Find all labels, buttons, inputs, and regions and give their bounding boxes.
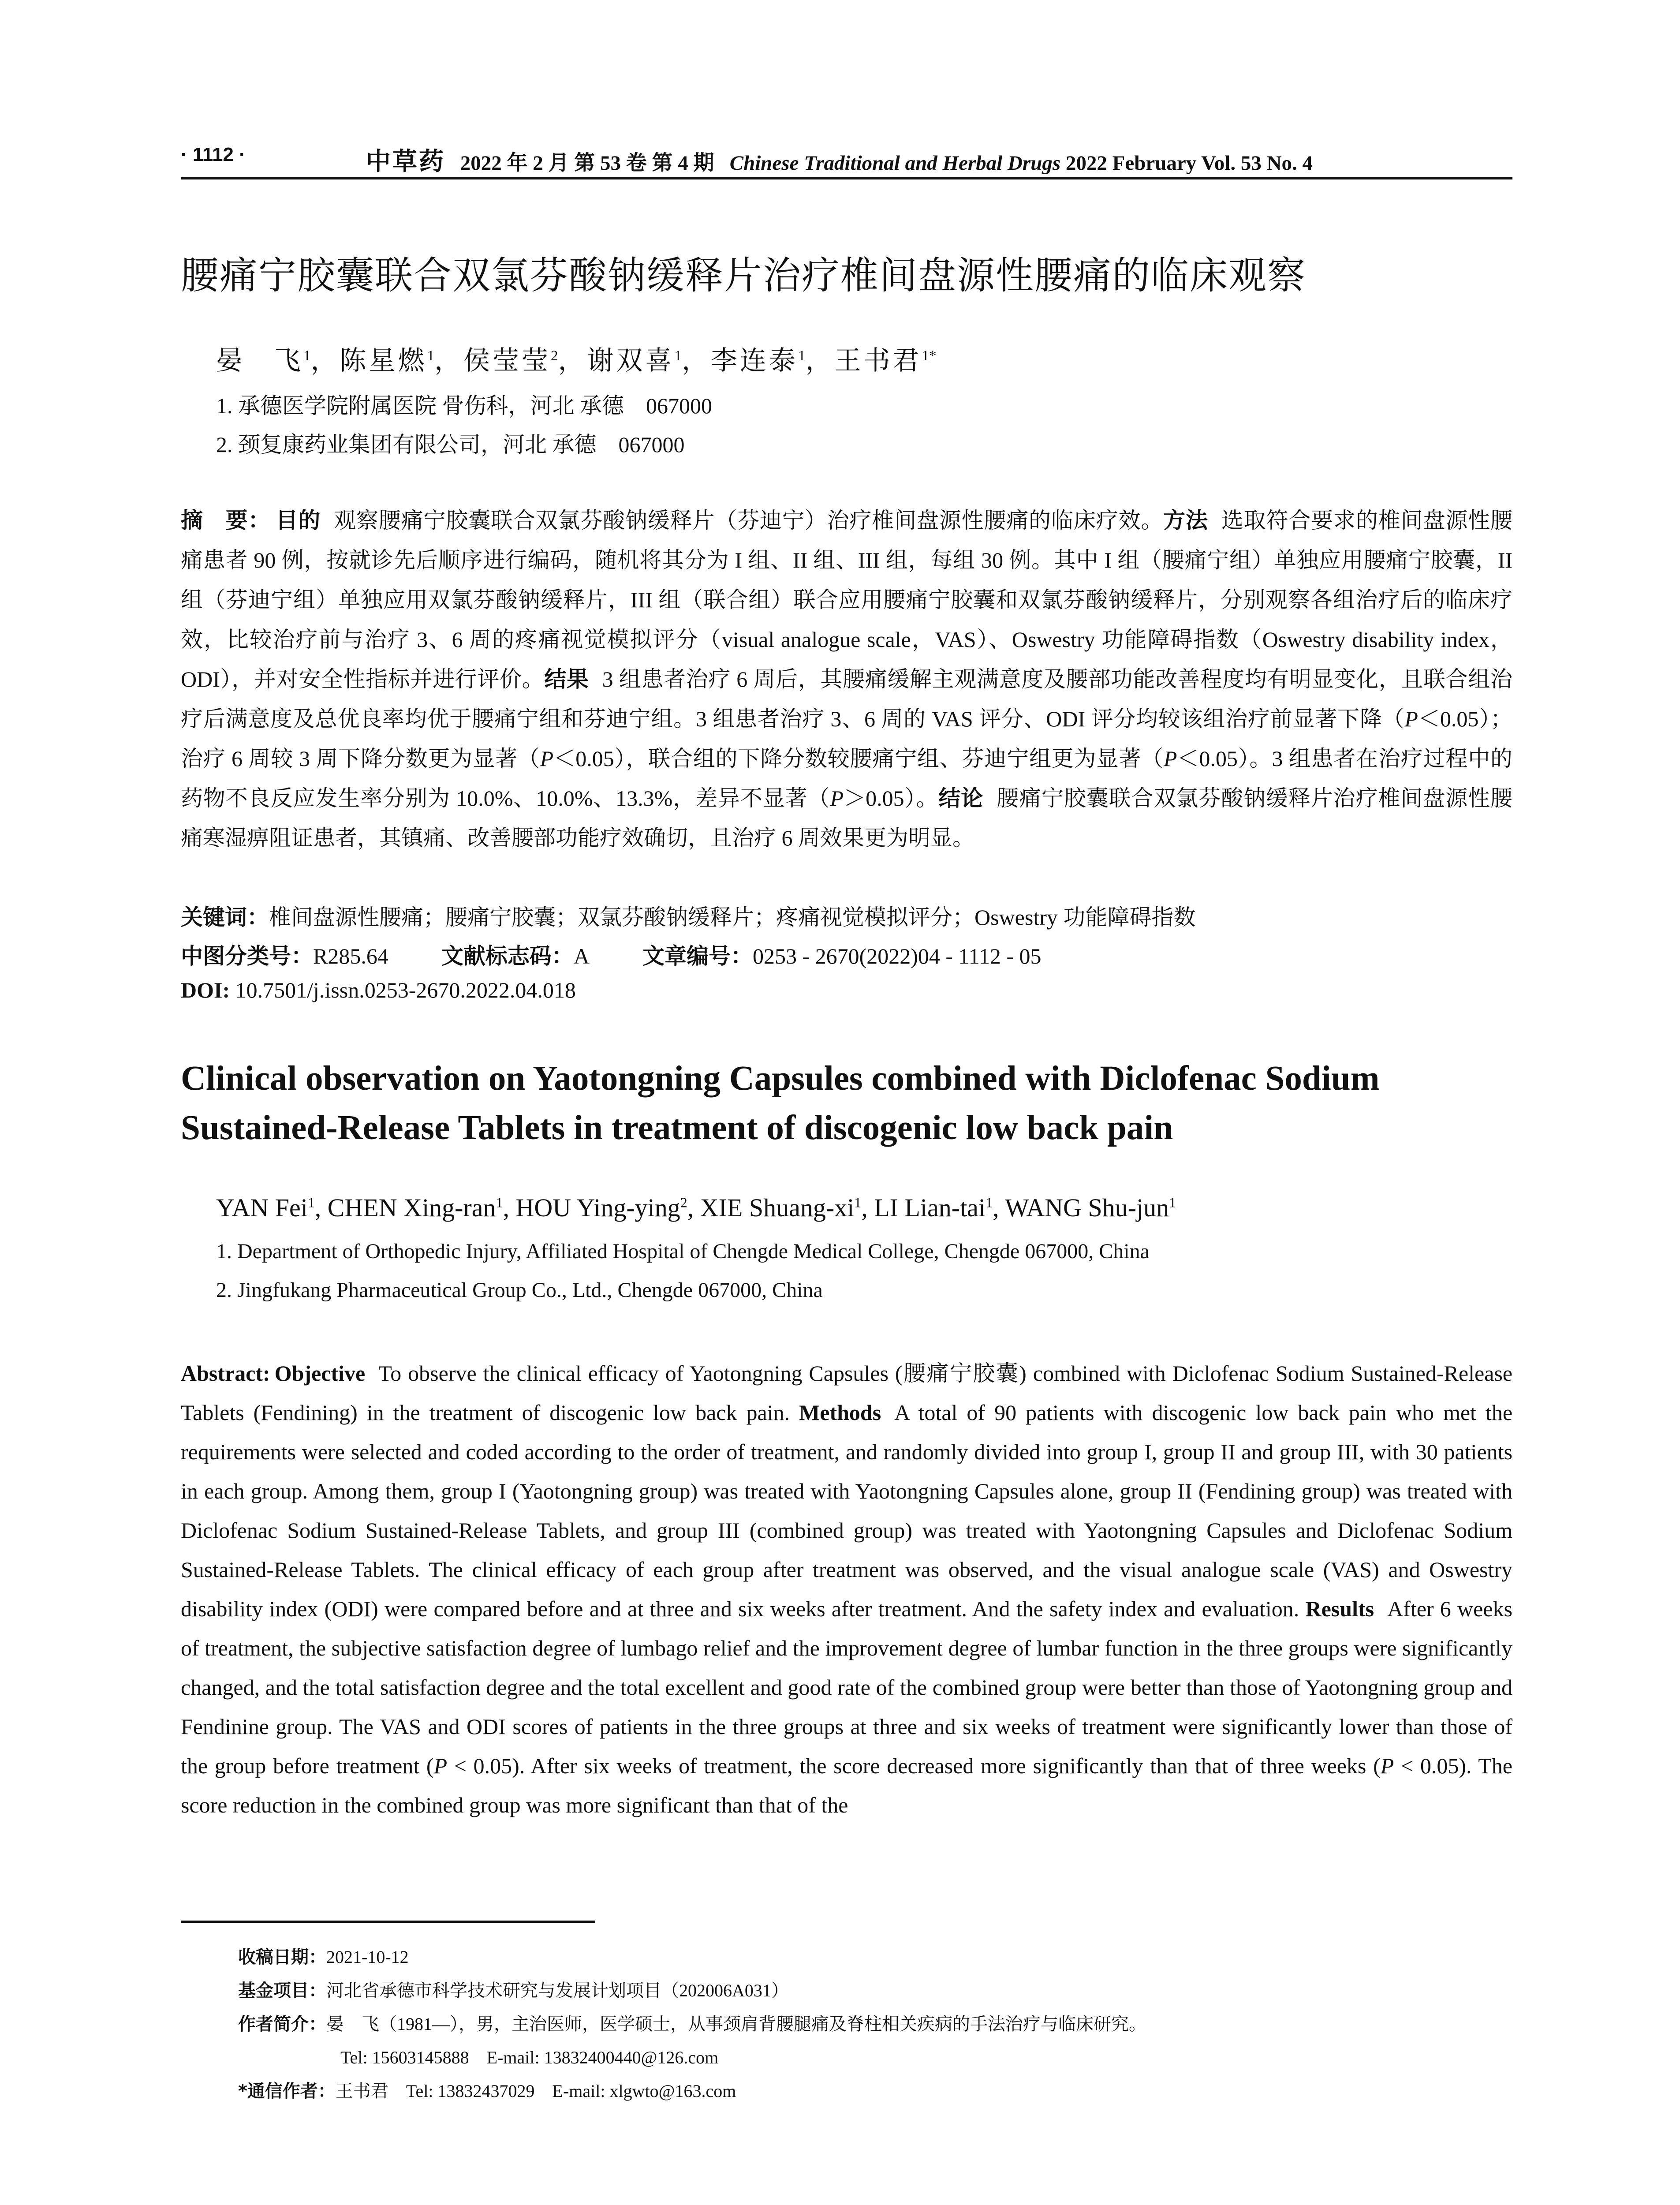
journal-name-en: Chinese Traditional and Herbal Drugs (729, 152, 1061, 175)
doi-line (181, 977, 576, 1003)
author-bio-line (238, 2007, 1146, 2041)
received-date-line (238, 1940, 1146, 1974)
doc-code: A (573, 944, 590, 968)
conclusion-label-cn: 结论 (938, 785, 984, 811)
results-text-cn: ＜0.05），联合组的下降分数较腰痛宁组、芬迪宁组更为显著（ (553, 746, 1164, 771)
keywords-label: 关键词： (181, 904, 269, 930)
objective-label-en: Objective (274, 1361, 366, 1386)
author-cn: 谢双喜$^1$， (587, 346, 711, 375)
p-symbol: P (1163, 746, 1177, 771)
abstract-label-en: Abstract: (181, 1361, 270, 1386)
corresponding-author-line (238, 2074, 1146, 2108)
author-en: YAN Fei$^1$, (216, 1193, 328, 1222)
footnote-divider (181, 1921, 595, 1923)
authors-en (216, 1193, 1176, 1222)
results-text-cn: 3 组患者治疗 6 周后，其腰痛缓解主观满意度及腰部功能改善程度均有明显变化，且联合组治疗后满意度及总优良率均优于腰痛宁组和芬迪宁组。3 组患者治疗 3、6 周的 VAS 评分、ODI 评分均较该组治疗前显著下降（ (181, 667, 1512, 731)
results-label-en: Results (1305, 1596, 1374, 1621)
conclusion-text-cn: 腰痛宁胶囊联合双氯芬酸钠缓释片治疗椎间盘源性腰痛寒湿痹阻证患者，其镇痛、改善腰部功能疗效确切，且治疗 6 周效果更为明显。 (181, 786, 1513, 850)
article-number-label: 文章编号： (642, 943, 753, 969)
p-symbol: P (1380, 1753, 1394, 1778)
results-text-en: After 6 weeks of treatment, the subjective satisfaction degree of lumbago relief and the improvement degree of lumbar function in the three groups were significantly changed, and the total satisfaction degree and the total excellent and good rate of the combined group were better than those of Yaotongning group and Fendinine group. The VAS and ODI scores of patients in the three groups at three and six weeks of treatment were significantly lower than those of the group before treatment ( (181, 1596, 1512, 1778)
doi: 10.7501/j.issn.0253-2670.2022.04.018 (235, 978, 576, 1002)
abstract-label-cn: 摘 要： (181, 508, 271, 533)
author-bio-label: 作者简介： (238, 2014, 326, 2034)
results-text-cn: ＜0.05）；治疗 6 周较 3 周下降分数更为显著（ (181, 706, 1512, 771)
corresponding-author: 王书君 Tel: 13832437029 E-mail: xlgwto@163.com (335, 2081, 736, 2101)
author-bio: 晏 飞（1981—），男，主治医师，医学硕士，从事颈肩背腰腿痛及脊柱相关疾病的手法治疗与临床研究。 (326, 2014, 1146, 2034)
issue-cn: 2022 年 2 月 第 53 卷 第 4 期 (460, 152, 714, 175)
results-text-cn: ＞0.05）。 (844, 786, 939, 811)
title-cn: 腰痛宁胶囊联合双氯芬酸钠缓释片治疗椎间盘源性腰痛的临床观察 (181, 254, 1306, 298)
clc-label: 中图分类号： (181, 943, 313, 969)
p-symbol: P (1404, 706, 1418, 731)
results-text-en: < 0.05). The score reduction in the combined group was more significant than that of the (181, 1753, 1512, 1817)
abstract-en (181, 1354, 1512, 1825)
objective-text-cn: 观察腰痛宁胶囊联合双氯芬酸钠缓释片（芬迪宁）治疗椎间盘源性腰痛的临床疗效。 (334, 508, 1164, 533)
author-en: HOU Ying-ying$^2$, (515, 1193, 700, 1222)
author-cn: 晏 飞$^1$， (216, 346, 340, 375)
doi-label: DOI: (181, 978, 230, 1002)
author-contact-line: Tel: 15603145888 E-mail: 13832400440@126.com (340, 2048, 719, 2067)
author-en: WANG Shu-jun$^1$ (1004, 1193, 1176, 1222)
author-en: LI Lian-tai$^1$, (874, 1193, 1005, 1222)
abstract-cn (181, 501, 1512, 858)
journal-line (366, 142, 1313, 177)
footnotes (238, 1940, 1146, 2108)
methods-text-en: A total of 90 patients with discogenic low back pain who met the requirements were selected and coded according to the order of treatment, and randomly divided into group I, group II and group III, with 30 patients in each group. Among them, group I (Yaotongning group) was treated with Yaotongning Capsules alone, group II (Fendining group) was treated with Diclofenac Sodium Sustained-Release Tablets, and group III (combined group) was treated with Yaotongning Capsules and Diclofenac Sodium Sustained-Release Tablets. The clinical efficacy of each group after treatment was observed, and the visual analogue scale (VAS) and Oswestry disability index (ODI) were compared before and at three and six weeks after treatment. And the safety index and evaluation. (181, 1400, 1513, 1621)
classification-line (181, 938, 1042, 970)
author-cn: 侯莹莹$^2$， (463, 346, 587, 375)
corresponding-label: *通信作者： (238, 2081, 336, 2101)
fund-line (238, 1974, 1146, 2007)
fund-label: 基金项目： (238, 1981, 326, 2001)
keywords: 椎间盘源性腰痛；腰痛宁胶囊；双氯芬酸钠缓释片；疼痛视觉模拟评分；Oswestry 功能障碍指数 (269, 905, 1196, 930)
received-date: 2021-10-12 (326, 1947, 409, 1967)
affiliation-en-1: 1. Department of Orthopedic Injury, Affiliated Hospital of Chengde Medical College, Chengde 067000, China (216, 1240, 1150, 1263)
objective-label-cn: 目的 (276, 508, 321, 533)
authors-cn (216, 340, 937, 377)
doc-code-label: 文献标志码： (441, 943, 574, 969)
results-text-cn: ＜0.05）。3 组患者在治疗过程中的药物不良反应发生率分别为 10.0%、10.0%、13.3%，差异不显著（ (181, 746, 1513, 811)
journal-name-cn: 中草药 (366, 148, 445, 176)
title-en: Clinical observation on Yaotongning Capsules combined with Diclofenac Sodium Sustained-Release Tablets in treatment of discogenic low back pain (181, 1059, 1380, 1147)
affiliation-cn-2: 2. 颈复康药业集团有限公司，河北 承德 067000 (216, 432, 685, 457)
p-symbol: P (830, 786, 844, 811)
clc-number: R285.64 (313, 944, 388, 968)
methods-label-en: Methods (799, 1400, 881, 1425)
results-text-en: < 0.05). After six weeks of treatment, the score decreased more significantly than that of three weeks ( (447, 1753, 1381, 1778)
page-number: · 1112 · (181, 144, 246, 165)
affiliation-cn-1: 1. 承德医学院附属医院 骨伤科，河北 承德 067000 (216, 393, 712, 418)
methods-text-cn: 选取符合要求的椎间盘源性腰痛患者 90 例，按就诊先后顺序进行编码，随机将其分为 I 组、II 组、III 组，每组 30 例。其中 I 组（腰痛宁组）单独应用腰痛宁胶囊，II 组（芬迪宁组）单独应用双氯芬酸钠缓释片，III 组（联合组）联合应用腰痛宁胶囊和双氯芬酸钠缓释片，分别观察各组治疗后的临床疗效，比较治疗前与治疗 3、6 周的疼痛视觉模拟评分（visual analogue scale，VAS）、Oswestry 功能障碍指数（Oswestry disability index，ODI），并对安全性指标并进行评价。 (181, 508, 1513, 691)
fund: 河北省承德市科学技术研究与发展计划项目（202006A031） (326, 1981, 789, 2000)
results-label-cn: 结果 (544, 666, 589, 692)
issue-en: 2022 February Vol. 53 No. 4 (1065, 152, 1313, 175)
author-cn: 王书君$^{1*}$ (834, 346, 937, 375)
author-en: XIE Shuang-$xi^1$, (700, 1193, 874, 1222)
affiliation-en-2: 2. Jingfukang Pharmaceutical Group Co., Ltd., Chengde 067000, China (216, 1278, 823, 1302)
running-header (181, 141, 1512, 179)
methods-label-cn: 方法 (1163, 508, 1208, 533)
p-symbol: P (540, 746, 554, 771)
article-number: 0253 - 2670(2022)04 - 1112 - 05 (752, 944, 1042, 968)
author-cn: 陈星燃$^1$， (340, 346, 463, 375)
received-label: 收稿日期： (238, 1947, 326, 1967)
author-cn: 李连泰$^1$， (711, 346, 835, 375)
author-en: CHEN Xing-ran$^1$, (327, 1193, 516, 1222)
p-symbol: P (433, 1753, 448, 1778)
keywords-line (181, 900, 1195, 931)
objective-text-en: To observe the clinical efficacy of Yaotongning Capsules (腰痛宁胶囊) combined with Diclofenac Sodium Sustained-Release Tablets (Fendining) in the treatment of discogenic low back pain. (181, 1361, 1512, 1425)
